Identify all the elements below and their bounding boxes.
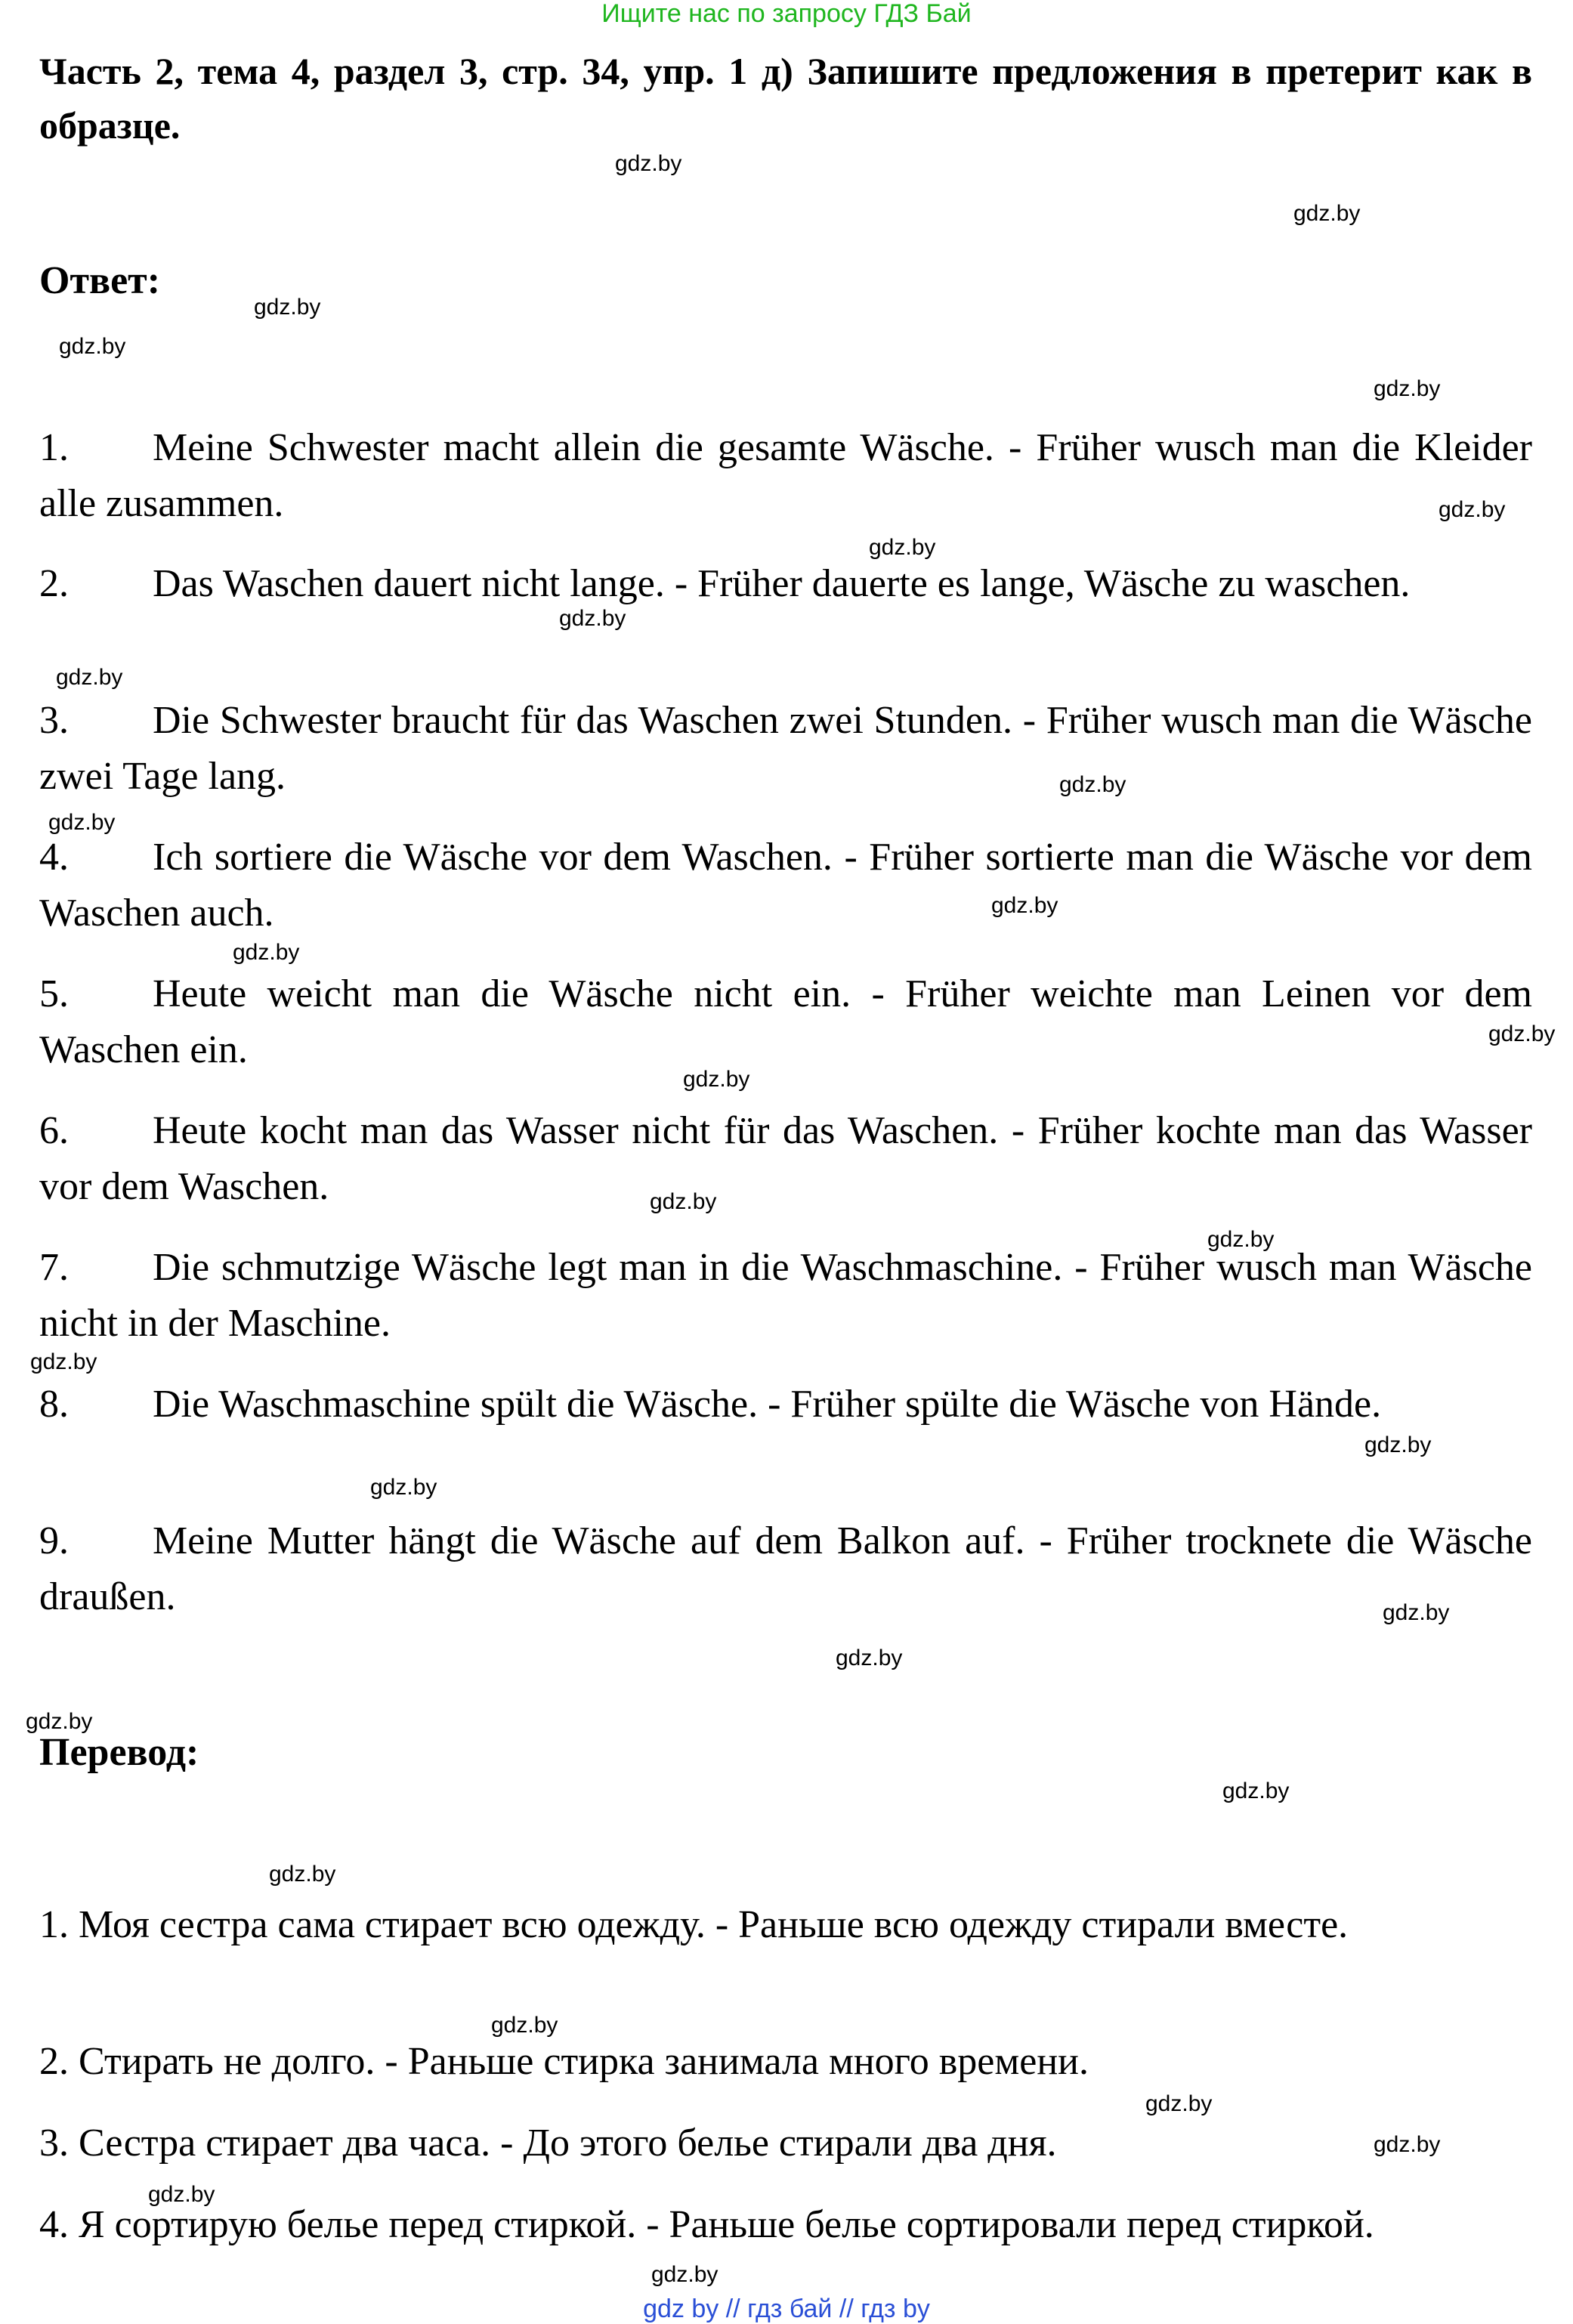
answer-item <box>39 1103 1532 1215</box>
answer-item <box>39 556 1532 612</box>
watermark: gdz.by <box>1059 772 1126 797</box>
watermark: gdz.by <box>1383 1600 1450 1625</box>
item-number: 5. <box>39 972 69 1015</box>
answer-item <box>39 693 1532 805</box>
answer-heading: Ответ: <box>39 259 161 302</box>
watermark: gdz.by <box>59 334 126 359</box>
watermark: gdz.by <box>615 151 682 176</box>
answer-item <box>39 966 1532 1078</box>
footer-banner[interactable]: gdz by // гдз бай // гдз by <box>643 2295 930 2323</box>
watermark: gdz.by <box>683 1067 750 1092</box>
translation-item: 1. Моя сестра сама стирает всю одежду. - Раньше всю одежду стирали вместе. <box>39 1903 1349 1946</box>
watermark: gdz.by <box>559 606 626 631</box>
item-number: 4. <box>39 836 69 879</box>
translation-item: 4. Я сортирую белье перед стиркой. - Раньше белье сортировали перед стиркой. <box>39 2203 1374 2246</box>
watermark: gdz.by <box>1293 201 1361 226</box>
watermark: gdz.by <box>269 1862 336 1887</box>
watermark: gdz.by <box>48 810 116 835</box>
watermark: gdz.by <box>254 295 321 320</box>
item-number: 3. <box>39 699 69 742</box>
answer-item <box>39 420 1532 532</box>
watermark: gdz.by <box>651 2262 719 2287</box>
watermark: gdz.by <box>370 1475 437 1500</box>
watermark: gdz.by <box>1439 497 1506 522</box>
item-number: 9. <box>39 1519 69 1562</box>
watermark: gdz.by <box>1145 2091 1213 2116</box>
item-number: 8. <box>39 1383 69 1426</box>
item-number: 6. <box>39 1109 69 1152</box>
watermark: gdz.by <box>30 1349 97 1374</box>
item-text: Die Waschmaschine spült die Wäsche. - Früher spülte die Wäsche von Hände. <box>153 1383 1382 1426</box>
watermark: gdz.by <box>233 940 300 965</box>
task-title: Часть 2, тема 4, раздел 3, стр. 34, упр. 1 д) Запишите предложения в претерит как в образце. <box>39 50 1532 147</box>
item-text: Die Schwester braucht für das Waschen zwei Stunden. - Früher wusch man die Wäsche zwei Tage lang. <box>39 699 1532 798</box>
watermark: gdz.by <box>1207 1227 1275 1252</box>
watermark: gdz.by <box>1488 1021 1556 1046</box>
item-number: 1. <box>39 426 69 469</box>
answer-item <box>39 1377 1532 1432</box>
watermark: gdz.by <box>26 1709 93 1734</box>
item-number: 2. <box>39 562 69 605</box>
item-text: Die schmutzige Wäsche legt man in die Waschmaschine. - Früher wusch man Wäsche nicht in der Maschine. <box>39 1246 1532 1345</box>
translation-item: 2. Стирать не долго. - Раньше стирка занимала много времени. <box>39 2040 1089 2083</box>
watermark: gdz.by <box>1374 376 1441 401</box>
watermark: gdz.by <box>56 665 123 690</box>
watermark: gdz.by <box>869 535 936 560</box>
watermark: gdz.by <box>1374 2132 1441 2157</box>
watermark: gdz.by <box>1222 1779 1290 1803</box>
watermark: gdz.by <box>1364 1432 1432 1457</box>
watermark: gdz.by <box>148 2182 215 2207</box>
item-text: Meine Schwester macht allein die gesamte Wäsche. - Früher wusch man die Kleider alle zusammen. <box>39 426 1532 525</box>
answer-item <box>39 1240 1532 1352</box>
answer-item <box>39 830 1532 941</box>
watermark: gdz.by <box>991 893 1058 918</box>
item-text: Heute weicht man die Wäsche nicht ein. - Früher weichte man Leinen vor dem Waschen ein. <box>39 972 1532 1071</box>
watermark: gdz.by <box>650 1189 717 1214</box>
item-number: 7. <box>39 1246 69 1289</box>
translation-item: 3. Сестра стирает два часа. - До этого белье стирали два дня. <box>39 2122 1057 2165</box>
item-text: Das Waschen dauert nicht lange. - Früher dauerte es lange, Wäsche zu waschen. <box>153 562 1411 605</box>
top-banner[interactable]: Ищите нас по запросу ГДЗ Бай <box>601 0 972 28</box>
watermark: gdz.by <box>491 2013 558 2038</box>
item-text: Ich sortiere die Wäsche vor dem Waschen. - Früher sortierte man die Wäsche vor dem Waschen auch. <box>39 836 1532 935</box>
item-text: Heute kocht man das Wasser nicht für das Waschen. - Früher kochte man das Wasser vor dem Waschen. <box>39 1109 1532 1208</box>
watermark: gdz.by <box>836 1646 903 1670</box>
item-text: Meine Mutter hängt die Wäsche auf dem Balkon auf. - Früher trocknete die Wäsche draußen. <box>39 1519 1532 1618</box>
translation-heading: Перевод: <box>39 1731 199 1774</box>
answer-item <box>39 1513 1532 1625</box>
